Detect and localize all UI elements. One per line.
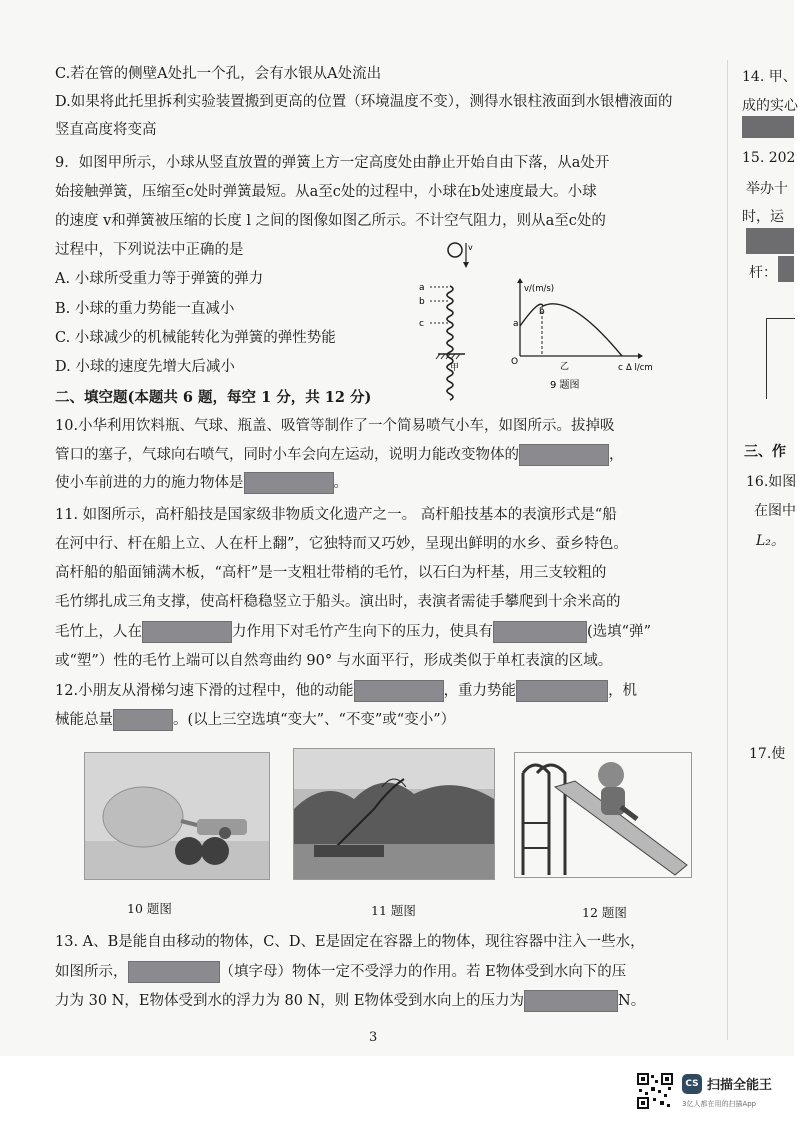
q10-line2-end: ，	[609, 447, 624, 463]
column-divider	[727, 60, 728, 1040]
q10-line1: 10.小华利用饮料瓶、气球、瓶盖、吸管等制作了一个简易喷气小车，如图所示。拔掉吸	[55, 418, 615, 434]
fig-jia-label: 甲	[450, 363, 460, 373]
fig11-caption: 11 题图	[371, 903, 416, 918]
fig10-balloon-car-photo	[84, 752, 270, 880]
q16-fragment: 16.如图	[746, 474, 797, 490]
q12-line1-text-a: 12.小朋友从滑梯匀速下滑的过程中，他的动能	[55, 683, 354, 699]
section-2-header: 二、填空题(本题共 6 题，每空 1 分，共 12 分)	[55, 389, 372, 406]
q10-line3-end: 。	[333, 475, 348, 491]
q10-answer-blank-2[interactable]	[244, 472, 334, 494]
q11-line3: 高杆船的船面铺满木板，“高杆”是一支粗壮带梢的毛竹，以石臼为杆基，用三支较粗的	[55, 565, 607, 581]
q13-line2-text-b: （填字母）物体一定不受浮力的作用。若 E物体受到水向下的压	[219, 964, 627, 980]
q11-line5-text-c: (选填“弹”	[587, 624, 651, 640]
velocity-length-graph	[511, 278, 653, 391]
q10-answer-blank-1[interactable]	[519, 444, 609, 466]
graph-y-label: v/(m/s)	[524, 284, 555, 294]
q15-fragment-line3: 时，运	[742, 209, 784, 225]
q17-fragment: 17.使	[749, 746, 786, 762]
q15-answer-blank-1[interactable]	[746, 228, 794, 254]
q12-answer-blank-2[interactable]	[516, 680, 608, 702]
scanner-tagline: 3亿人都在用的扫描App	[682, 1100, 757, 1108]
q11-line5	[55, 621, 651, 643]
q15-answer-blank-2[interactable]	[778, 256, 794, 282]
page-number: 3	[369, 1030, 378, 1045]
q11-line4: 毛竹绑扎成三角支撑，使高杆稳稳竖立于船头。演出时，表演者需徒手攀爬到十余米高的	[55, 594, 621, 610]
spring-label-a: a	[419, 283, 425, 293]
q8-option-d-line2: 竖直高度将变高	[55, 122, 157, 138]
graph-x-label: Δ l/cm	[626, 363, 653, 373]
scanner-app-name: 扫描全能王	[707, 1078, 773, 1093]
spring-label-c: c	[419, 319, 424, 329]
q12-line2-text-b: 。(以上三空选填“变大”、“不变”或“变小”）	[173, 712, 456, 728]
q9-option-d: D. 小球的速度先增大后减小	[55, 359, 235, 375]
falling-ball-diagram	[448, 243, 473, 268]
q15-fragment-line4: 杆：	[749, 265, 777, 281]
q12-line1-text-c: ，机	[608, 683, 638, 699]
q9-option-c: C. 小球减少的机械能转化为弹簧的弹性势能	[55, 330, 336, 346]
q9-stem-line3: 的速度 v和弹簧被压缩的长度 l 之间的图像如图乙所示。不计空气阻力，则从a至c处的	[55, 213, 606, 229]
scanner-footer	[0, 1056, 794, 1124]
graph-point-b: b	[539, 307, 545, 317]
q10-line2	[55, 444, 624, 466]
q10-line3	[55, 472, 348, 494]
q13-answer-blank-1[interactable]	[128, 961, 220, 983]
q9-fig-caption: 9 题图	[550, 380, 580, 391]
q9-option-a: A. 小球所受重力等于弹簧的弹力	[55, 271, 264, 287]
q9-figure	[410, 238, 653, 398]
q12-line2	[55, 709, 455, 731]
q9-stem-line2: 始接触弹簧，压缩至c处时弹簧最短。从a至c处的过程中，小球在b处速度最大。小球	[55, 184, 597, 200]
q15-fragment-line2: 举办十	[746, 181, 788, 197]
camscanner-logo-icon: CS	[682, 1074, 702, 1094]
q13-line3-text-a: 力为 30 N，E物体受到水的浮力为 80 N，则 E物体受到水向上的压力为	[55, 993, 524, 1009]
fig10-caption: 10 题图	[127, 901, 172, 916]
q13-line3-text-b: N。	[618, 993, 646, 1009]
q11-line1: 11. 如图所示，高杆船技是国家级非物质文化遗产之一。 高杆船技基本的表演形式是“船	[55, 507, 617, 523]
q16-fragment-line2: 在图中	[754, 503, 796, 519]
graph-point-a: a	[513, 319, 519, 329]
q11-line2: 在河中行、杆在船上立、人在杆上翻”，它独特而又巧妙，呈现出鲜明的水乡、蚕乡特色。	[55, 536, 628, 552]
q14-fragment-line2: 成的实心	[742, 98, 798, 114]
q12-answer-blank-1[interactable]	[354, 680, 444, 702]
q14-fragment: 14. 甲、	[742, 69, 797, 85]
fig-yi-label: 乙	[560, 362, 570, 372]
q13-line1: 13. A、B是能自由移动的物体，C、D、E是固定在容器上的物体，现往容器中注入一些水，	[55, 934, 645, 950]
q11-line6: 或“塑”）性的毛竹上端可以自然弯曲约 90° 与水面平行，形成类似于单杠表演的区域。	[55, 653, 613, 669]
q11-line5-text-a: 毛竹上，人在	[55, 624, 142, 640]
svg-text:v: v	[468, 243, 473, 252]
qr-code-icon	[636, 1072, 674, 1110]
q11-answer-blank-2[interactable]	[493, 621, 587, 643]
fig11-tall-pole-boat-photo	[293, 748, 495, 880]
fig12-child-slide-drawing	[514, 752, 692, 878]
q13-line2	[55, 961, 626, 983]
q12-line1-text-b: ，重力势能	[443, 683, 517, 699]
q12-answer-blank-3[interactable]	[113, 709, 173, 731]
q12-line1	[55, 680, 637, 702]
q9-option-b: B. 小球的重力势能一直减小	[55, 301, 235, 317]
spring-diagram	[419, 283, 465, 400]
q11-answer-blank-1[interactable]	[142, 621, 232, 643]
q16-fragment-line3: L₂。	[756, 533, 785, 549]
graph-point-c: c	[618, 363, 623, 373]
q9-stem-line1: 9．如图甲所示，小球从竖直放置的弹簧上方一定高度处由静止开始自由下落，从a处开	[55, 155, 610, 171]
q15-figure-fragment	[766, 318, 795, 399]
q12-line2-text-a: 械能总量	[55, 712, 113, 728]
fig12-caption: 12 题图	[582, 905, 627, 920]
q10-line2-text: 管口的塞子，气球向右喷气，同时小车会向左运动，说明力能改变物体的	[55, 447, 519, 463]
q9-stem-line4: 过程中，下列说法中正确的是	[55, 242, 244, 258]
q15-fragment: 15. 202	[742, 150, 796, 166]
section-3-fragment: 三、作	[744, 444, 786, 460]
q8-option-c: C.若在管的侧壁A处扎一个孔，会有水银从A处流出	[55, 66, 382, 82]
q13-line2-text-a: 如图所示，	[55, 964, 128, 980]
q13-line3	[55, 990, 645, 1012]
q11-line5-text-b: 力作用下对毛竹产生向下的压力，使具有	[232, 624, 493, 640]
q13-answer-blank-2[interactable]	[524, 990, 618, 1012]
graph-origin: O	[511, 357, 519, 367]
spring-label-b: b	[419, 297, 425, 307]
q14-answer-blank[interactable]	[742, 116, 794, 138]
q10-line3-text: 使小车前进的力的施力物体是	[55, 475, 244, 491]
q8-option-d-line1: D.如果将此托里拆利实验装置搬到更高的位置（环境温度不变），测得水银柱液面到水银槽液面的	[55, 94, 673, 110]
